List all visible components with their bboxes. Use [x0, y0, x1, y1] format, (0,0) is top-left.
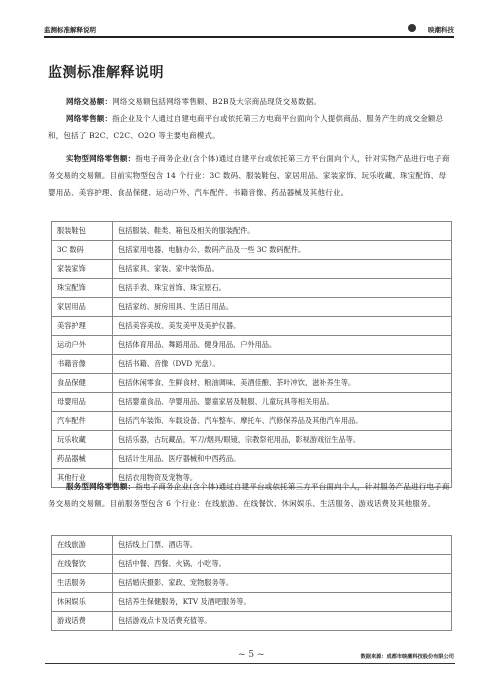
table-row [52, 279, 452, 298]
header-divider [44, 36, 454, 38]
category-cell: 母婴用品 [52, 393, 113, 412]
page-title: 监测标准解释说明 [48, 65, 164, 81]
data-source-note: 数据来源：成都市映潮科技股份有限公司 [360, 654, 454, 660]
category-cell: 汽车配件 [52, 412, 113, 431]
description-cell: 包括书籍、音像（DVD 光盘）。 [113, 355, 452, 374]
category-cell: 3C 数码 [52, 241, 113, 260]
category-cell: 美容护理 [52, 317, 113, 336]
table-row [52, 450, 452, 469]
description-cell: 包括衣用物资及宠物等。 [113, 469, 452, 488]
description-cell: 包括家纺、厨房用具、生活日用品。 [113, 298, 452, 317]
page-header [44, 22, 454, 38]
term-label: 网络零售额： [66, 114, 113, 123]
paragraph-physical-retail [48, 150, 453, 201]
paragraph-network-retail [48, 110, 453, 144]
table-row [52, 260, 452, 279]
footer-divider [45, 663, 455, 664]
description-cell: 包括游戏点卡及话费充值等。 [113, 612, 452, 631]
description-cell: 包括计生用品、医疗器械和中西药品。 [113, 450, 452, 469]
description-cell: 包括手表、珠宝首饰、珠宝原石。 [113, 279, 452, 298]
category-cell: 食品保健 [52, 374, 113, 393]
category-cell: 其他行业 [52, 469, 113, 488]
term-text: 指电子商务企业(含个体)通过自建平台或依托第三方平台面向个人，针对服务产品进行电子商务交易的交易额。目前服务型包含 6 个行业：在线旅游、在线餐饮、休闲娱乐、生活服务、游戏话费及其他服务。 [48, 482, 450, 508]
term-label: 服务型网络零售额： [66, 482, 136, 491]
category-cell: 家居用品 [52, 298, 113, 317]
description-cell: 包括乐器，古玩藏品，军刀/烟具/眼镜，宗教祭祀用品，影视游戏衍生品等。 [113, 431, 452, 450]
category-cell: 游戏话费 [52, 612, 113, 631]
table-row [52, 612, 452, 631]
category-cell: 家装家饰 [52, 260, 113, 279]
header-title: 监测标准解释说明 [44, 26, 96, 34]
description-cell: 包括婴童食品、孕婴用品、婴童家居及鞋服、儿童玩具等相关用品。 [113, 393, 452, 412]
table-row [52, 574, 452, 593]
paragraph-network-transaction [48, 93, 453, 110]
logo-icon [408, 24, 416, 32]
description-cell: 包括线上门票、酒店等。 [113, 536, 452, 555]
table-row [52, 355, 452, 374]
description-cell: 包括婚庆摄影、家政、宠物服务等。 [113, 574, 452, 593]
table-row [52, 336, 452, 355]
term-text: 指企业及个人通过自建电商平台或依托第三方电商平台面向个人提供商品、服务产生的成交金额总和，包括了 B2C、C2C、O2O 等主要电商模式。 [48, 114, 444, 140]
category-cell: 玩乐收藏 [52, 431, 113, 450]
physical-industry-table [51, 221, 452, 488]
description-cell: 包括体育用品、舞蹈用品、健身用品、户外用品。 [113, 336, 452, 355]
description-cell: 包括休闲零食、生鲜食材、粮油调味、美酒佳酿、茶叶冲饮、滋补养生等。 [113, 374, 452, 393]
table-row [52, 393, 452, 412]
table-row [52, 555, 452, 574]
category-cell: 服装鞋包 [52, 222, 113, 241]
table-row [52, 536, 452, 555]
description-cell: 包括养生保健服务，KTV 及酒吧服务等。 [113, 593, 452, 612]
description-cell: 包括中餐、西餐、火锅、小吃等。 [113, 555, 452, 574]
table-row [52, 431, 452, 450]
table-row [52, 412, 452, 431]
term-label: 网络交易额： [66, 97, 113, 106]
category-cell: 珠宝配饰 [52, 279, 113, 298]
table-row [52, 298, 452, 317]
table-row [52, 241, 452, 260]
page-number: ~ 5 ~ [238, 650, 265, 660]
term-text: 网络交易额包括网络零售额、B2B及大宗商品现货交易数据。 [112, 97, 322, 106]
description-cell: 包括服装、鞋类、箱包及相关的服装配件。 [113, 222, 452, 241]
service-industry-table [51, 535, 452, 631]
category-cell: 运动户外 [52, 336, 113, 355]
term-text: 指电子商务企业(含个体)通过自建平台或依托第三方平台面向个人，针对实物产品进行电子商务交易的交易额。目前实物型包含 14 个行业：3C 数码、服装鞋包、家居用品、家装家饰、玩乐收藏、珠宝配饰、母婴用品、美容护理、食品保健、运动户外、汽车配件、书籍音像、药品器械及其他行业。 [48, 154, 450, 197]
category-cell: 书籍音像 [52, 355, 113, 374]
category-cell: 生活服务 [52, 574, 113, 593]
description-cell: 包括汽车装饰、车载设备、汽车整车、摩托车、汽修保养品及其他汽车用品。 [113, 412, 452, 431]
table-row [52, 374, 452, 393]
paragraph-service-retail [48, 478, 453, 512]
category-cell: 休闲娱乐 [52, 593, 113, 612]
table-row [52, 593, 452, 612]
description-cell: 包括家用电器、电脑办公、数码产品及一些 3C 数码配件。 [113, 241, 452, 260]
category-cell: 药品器械 [52, 450, 113, 469]
header-company: 映潮科技 [428, 26, 454, 34]
category-cell: 在线餐饮 [52, 555, 113, 574]
term-label: 实物型网络零售额： [66, 154, 136, 163]
table-row [52, 317, 452, 336]
description-cell: 包括家具、家装、家中装饰品。 [113, 260, 452, 279]
description-cell: 包括美容美妆、美发美甲及美护仪器。 [113, 317, 452, 336]
category-cell: 在线旅游 [52, 536, 113, 555]
table-row [52, 222, 452, 241]
